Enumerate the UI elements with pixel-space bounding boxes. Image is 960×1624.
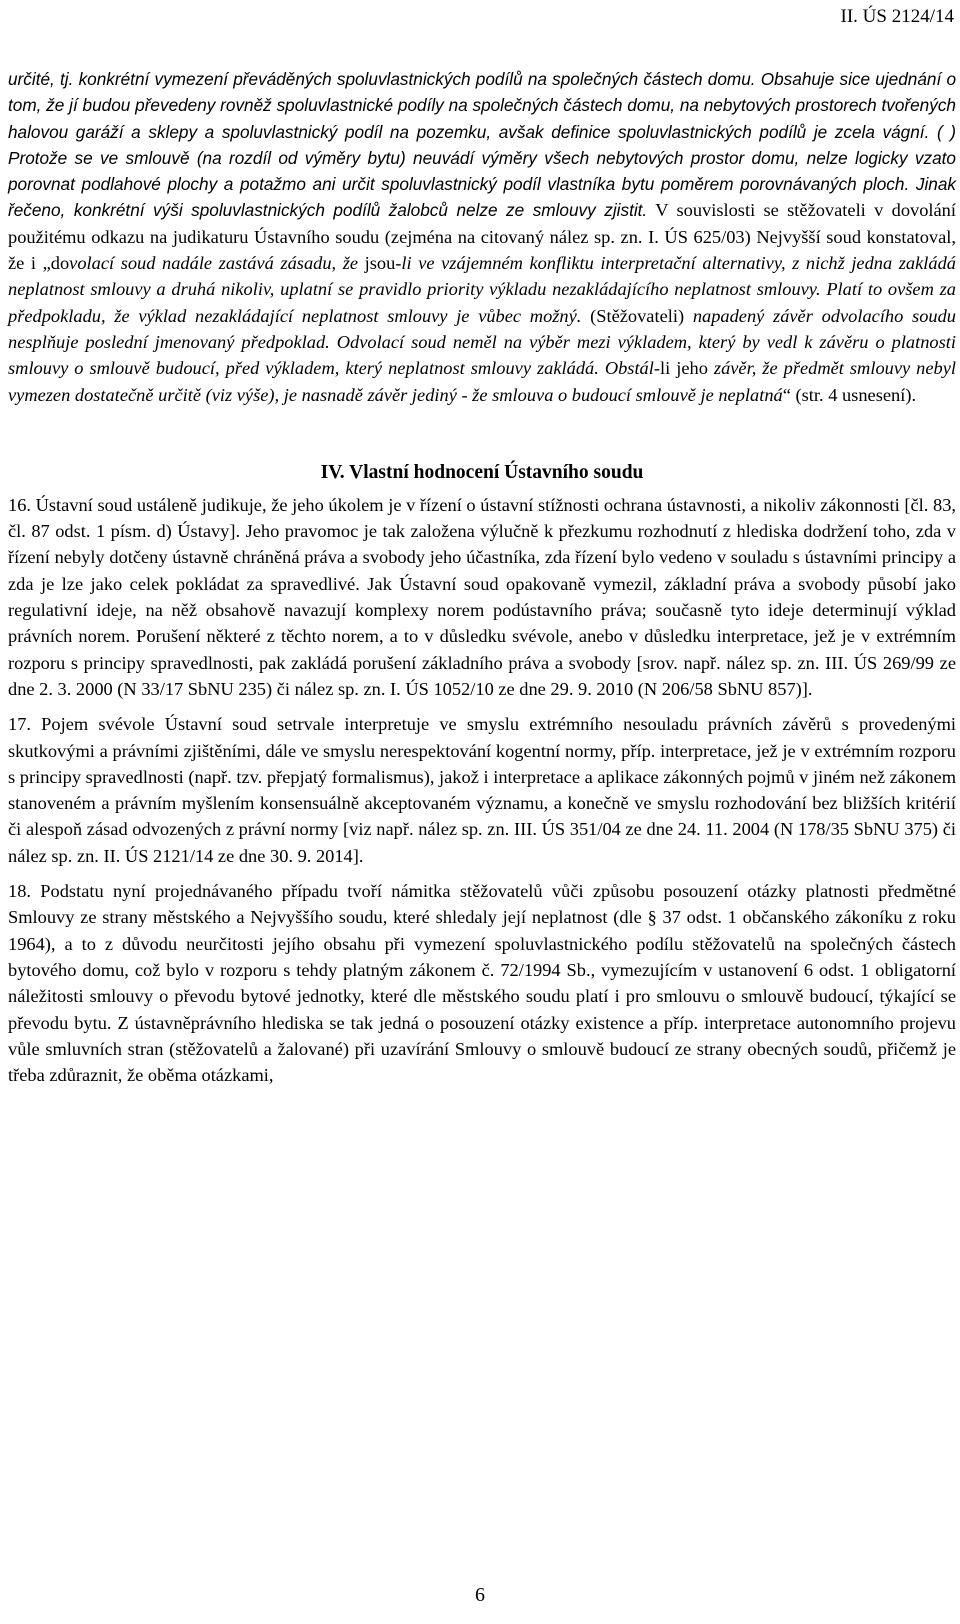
quote-normal-4: -li jeho: [653, 358, 714, 379]
quote-normal-3: (Stěžovateli): [581, 305, 693, 326]
paragraph-18: 18. Podstatu nyní projednávaného případu tvoří námitka stěžovatelů vůči způsobu posouzení otázky platnosti předmětné Smlouvy ze strany městského a Nejvyššího soudu, které shledaly její neplatnost (dle § 37 odst. 1 občanského zákoníku z roku 1964), a to z důvodu neurčitosti jejího obsahu při vymezení spoluvlastnického podílu stěžovatelů na společných částech bytového domu, což bylo v rozporu s tehdy platným zákonem č. 72/1994 Sb., vymezujícím v ustanovení 6 odst. 1 obligatorní náležitosti smlouvy o převodu bytové jednotky, které dle městského soudu platí i pro smlouvu o smlouvě budoucí, týkající se převodu bytu. Z ústavněprávního hlediska se tak jedná o posouzení otázky existence a příp. interpretace autonomního projevu vůle smluvních stran (stěžovatelů a žalované) při uzavírání Smlouvy o smlouvě budoucí ze strany obecných soudů, přičemž je třeba zdůraznit, že oběma otázkami,: [8, 881, 956, 1086]
quote-normal-2: jsou-: [358, 253, 402, 274]
quoted-paragraph: [8, 66, 956, 408]
page-number: 6: [475, 1584, 485, 1606]
case-number-header: II. ÚS 2124/14: [840, 6, 954, 27]
paragraph-16: 16. Ústavní soud ustáleně judikuje, že jeho úkolem je v řízení o ústavní stížnosti ochrana ústavnosti, a nikoliv zákonnosti [čl. 83, čl. 87 odst. 1 písm. d) Ústavy]. Jeho pravomoc je tak založena výlučně k přezkumu rozhodnutí z hlediska dodržení toho, zda v řízení nebyly dotčeny ústavně chráněná práva a svobody jeho účastníka, zda řízení bylo vedeno v souladu s ústavními principy a zda je lze jako celek pokládat za spravedlivé. Jak Ústavní soud opakovaně vymezil, základní práva a svobody působí jako regulativní ideje, na něž obsahově navazují komplexy norem podústavního práva; současně tyto ideje determinují výklad právních norem. Porušení některé z těchto norem, a to v důsledku svévole, anebo v důsledku interpretace, jež je v extrémním rozporu s principy spravedlnosti, pak zakládá porušení základního práva a svobody [srov. např. nález sp. zn. III. ÚS 269/99 ze dne 2. 3. 2000 (N 33/17 SbNU 235) či nález sp. zn. I. ÚS 1052/10 ze dne 29. 9. 2010 (N 206/58 SbNU 857)].: [8, 494, 956, 699]
quote-italic-2: li ve vzájemném konfliktu interpretační alternativy, z nichž jedna zakládá neplatnost smlouvy a druhá nikoliv, uplatní se pravidlo priority výkladu nezakládajícího neplatnost smlouvy. Platí to ovšem za předpokladu, že výklad nezakládající neplatnost smlouvy je vůbec možný.: [8, 253, 956, 326]
quote-italic-4: závěr, že předmět smlouvy nebyl vymezen dostatečně určitě (viz výše), je nasnadě závěr jediný - že smlouva o budoucí smlouvě je neplatná: [8, 358, 956, 405]
quote-italic-1: volací soud nadále zastává zásadu, že: [69, 253, 359, 274]
quote-italic-3: napadený závěr odvolacího soudu nesplňuje poslední jmenovaný předpoklad. Odvolací soud neměl na výběr mezi výkladem, který by vedl k závěru o platnosti smlouvy o smlouvě budoucí, před výkladem, který neplatnost smlouvy zakládá. Obstál: [8, 305, 956, 379]
section-title: IV. Vlastní hodnocení Ústavního soudu: [320, 461, 644, 483]
paragraph-17: 17. Pojem svévole Ústavní soud setrvale interpretuje ve smyslu extrémního nesouladu právních závěrů s provedenými skutkovými a právními zjištěními, dále ve smyslu nerespektování kogentní normy, příp. interpretace, jež je v extrémním rozporu s principy spravedlnosti (např. tzv. přepjatý formalismus), jakož i interpretace a aplikace zákonných pojmů v jiném než zákonem stanoveném a právním myšlením konsensuálně akceptovaném významu, a konečně ve smyslu rozhodování bez bližších kritérií či alespoň zásad odvozených z právní normy [viz např. nález sp. zn. III. ÚS 351/04 ze dne 24. 11. 2004 (N 178/35 SbNU 375) či nález sp. zn. II. ÚS 2121/14 ze dne 30. 9. 2014].: [8, 714, 956, 866]
quote-normal-5: “ (str. 4 usnesení).: [782, 384, 917, 405]
document-body: [8, 66, 956, 1088]
quote-normal-1: V souvislosti se stěžovateli v dovolání použitému odkazu na judikaturu Ústavního soudu (zejména na citovaný nález sp. zn. I. ÚS 625/03) Nejvyšší soud konstatoval, že i „do: [8, 200, 956, 274]
quote-sans-italic: určité, tj. konkrétní vymezení převáděných spoluvlastnických podílů na společných částech domu. Obsahuje sice ujednání o tom, že jí budou převedeny rovněž spoluvlastnické podíly na společných částech domu, na nebytových prostorech tvořených halovou garáží a sklepy a spoluvlastnický podíl na pozemku, avšak definice spoluvlastnických podílů je zcela vágní. ( ) Protože se ve smlouvě (na rozdíl od výměry bytu) neuvádí výměry všech nebytových prostor domu, nelze logicky vzato porovnat podlahové plochy a potažmo ani určit spoluvlastnický podíl vlastníka bytu poměrem porovnávaných ploch. Jinak řečeno, konkrétní výši spoluvlastnických podílů žalobců nelze ze smlouvy zjistit.: [8, 69, 956, 221]
